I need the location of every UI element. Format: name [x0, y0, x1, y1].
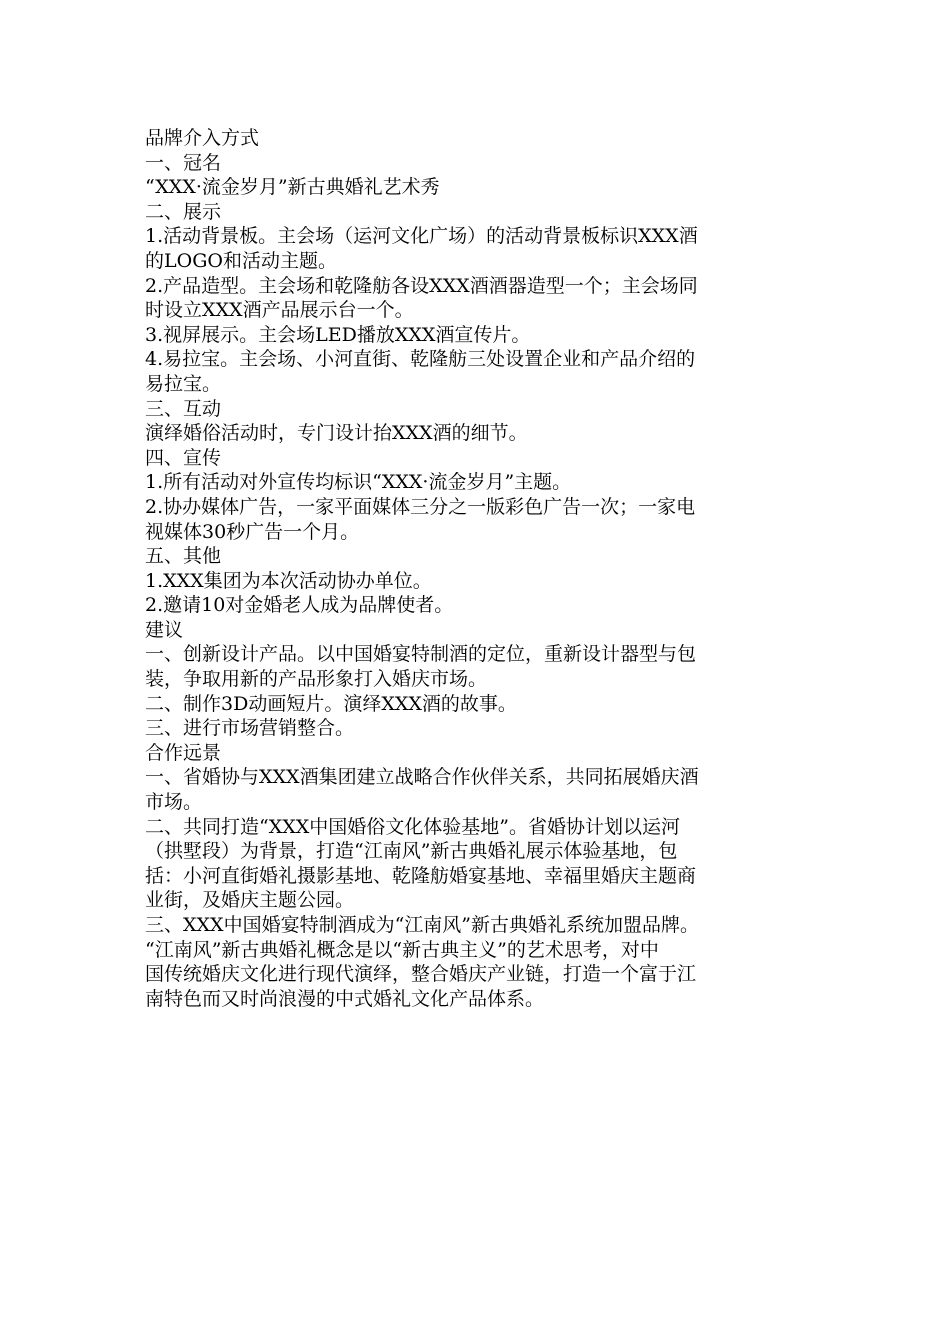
paragraph-line: 2.邀请10对金婚老人成为品牌使者。: [145, 594, 454, 617]
subsection-heading: 四、宣传: [145, 446, 222, 469]
paragraph-line: 2.协办媒体广告，一家平面媒体三分之一版彩色广告一次；一家电: [145, 495, 696, 518]
paragraph-line: （拱墅段）为背景，打造“江南风”新古典婚礼展示体验基地，包: [145, 840, 678, 863]
paragraph-line: 1.活动背景板。主会场（运河文化广场）的活动背景板标识XXX酒: [145, 225, 698, 248]
paragraph-line: 业街，及婚庆主题公园。: [145, 889, 355, 912]
paragraph-line: 时设立XXX酒产品展示台一个。: [145, 299, 414, 322]
paragraph-line: 2.产品造型。主会场和乾隆舫各设XXX酒酒器造型一个；主会场同: [145, 274, 698, 297]
paragraph-line: 4.易拉宝。主会场、小河直街、乾隆舫三处设置企业和产品介绍的: [145, 348, 696, 371]
paragraph-line: 三、XXX中国婚宴特制酒成为“江南风”新古典婚礼系统加盟品牌。: [145, 914, 700, 936]
paragraph-line: 一、省婚协与XXX酒集团建立战略合作伙伴关系，共同拓展婚庆酒: [145, 766, 699, 789]
paragraph-line: 易拉宝。: [145, 372, 222, 395]
paragraph-line: 1.XXX集团为本次活动协办单位。: [145, 569, 432, 592]
paragraph-line: 南特色而又时尚浪漫的中式婚礼文化产品体系。: [145, 987, 545, 1010]
subsection-heading: 五、其他: [145, 545, 222, 568]
paragraph-line: “XXX·流金岁月”新古典婚礼艺术秀: [145, 176, 440, 199]
section-title: 建议: [145, 618, 184, 641]
paragraph-line: 三、进行市场营销整合。: [145, 717, 355, 740]
subsection-heading: 三、互动: [145, 397, 222, 420]
paragraph-line: 演绎婚俗活动时，专门设计抬XXX酒的细节。: [145, 422, 528, 445]
paragraph-line: 市场。: [145, 791, 203, 814]
paragraph-line: 视媒体30秒广告一个月。: [145, 520, 360, 543]
paragraph-line: 的LOGO和活动主题。: [145, 249, 337, 272]
section-title: 品牌介入方式: [145, 127, 260, 149]
paragraph-line: 国传统婚庆文化进行现代演绎，整合婚庆产业链，打造一个富于江: [145, 963, 697, 986]
subsection-heading: 二、展示: [145, 200, 222, 223]
paragraph-line: 一、创新设计产品。以中国婚宴特制酒的定位，重新设计器型与包: [145, 643, 697, 666]
paragraph-line: 1.所有活动对外宣传均标识“XXX·流金岁月”主题。: [145, 471, 572, 494]
paragraph-line: 二、制作3D动画短片。演绎XXX酒的故事。: [145, 692, 517, 715]
paragraph-line: 3.视屏展示。主会场LED播放XXX酒宣传片。: [145, 323, 531, 346]
document-body: [145, 126, 805, 1011]
subsection-heading: 一、冠名: [145, 151, 222, 174]
paragraph-line: “江南风”新古典婚礼概念是以“新古典主义”的艺术思考，对中: [145, 938, 659, 961]
paragraph-line: 二、共同打造“XXX中国婚俗文化体验基地”。省婚协计划以运河: [145, 815, 681, 838]
section-title: 合作远景: [145, 741, 222, 764]
paragraph-line: 括：小河直街婚礼摄影基地、乾隆舫婚宴基地、幸福里婚庆主题商: [145, 864, 697, 887]
paragraph-line: 装，争取用新的产品形象打入婚庆市场。: [145, 668, 488, 691]
